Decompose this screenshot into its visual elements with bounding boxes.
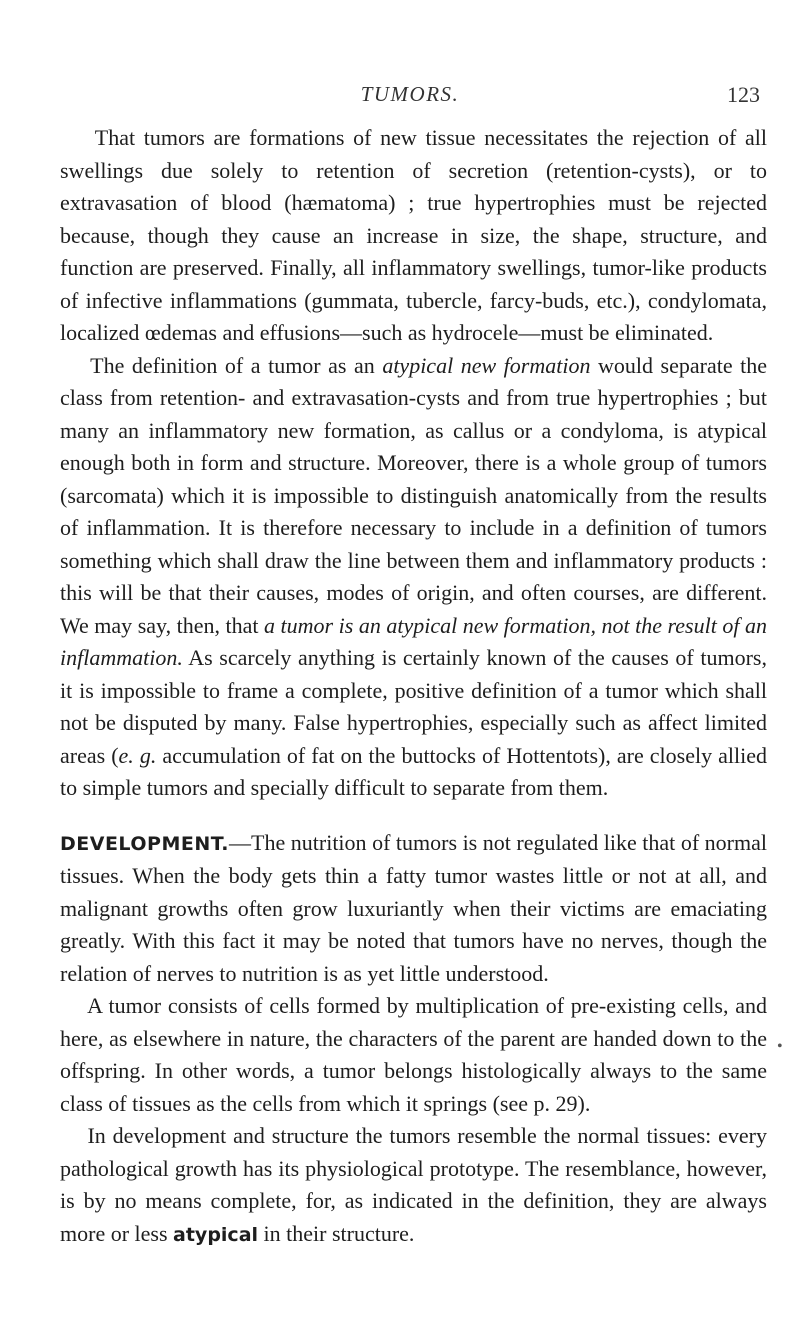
section-heading-development: DEVELOPMENT. — [60, 832, 230, 855]
section-gap — [60, 805, 767, 827]
paragraph-text: —The nutrition of tumors is not regulated like that of normal tissues. When the body gets thin a fatty tumor wastes little or not at all, and malignant growths often grow luxuriantly when their victims are emaciating greatly. With this fact it may be noted that tumors have no nerves, though the relation of nerves to nutrition is as yet little understood. — [60, 829, 767, 986]
paragraph-text: As scarcely anything is certainly known of the causes of tumors, it is impossible to frame a complete, positive definition of a tumor which shall not be disputed by many. False hypertrophies, especially such as affect limited areas ( — [60, 645, 767, 768]
emphasis-eg: e. g. — [118, 742, 157, 768]
margin-mark: • — [777, 1038, 783, 1055]
paragraph-tumor-exclusions — [60, 122, 767, 350]
paragraph-text: in their structure. — [258, 1220, 415, 1246]
running-head — [60, 82, 760, 112]
page-number: 123 — [727, 82, 760, 107]
paragraph-text: That tumors are formations of new tissue necessitates the rejection of all swellings due solely to retention of secretion (retention-cysts), or to extravasation of blood (hæmatoma) ; true hypertrophies must be rejected because, though they cause an increase in size, the shape, structure, and function are preserved. Finally, all inflammatory swellings, tumor-like products of infective inflammations (gummata, tubercle, farcy-buds, etc.), condylomata, localized œdemas and effusions—such as hydrocele—must be eliminated. — [60, 125, 767, 345]
paragraph-cells — [60, 990, 767, 1120]
paragraph-development — [60, 827, 767, 991]
body-text — [60, 122, 767, 1251]
running-title: TUMORS. — [360, 82, 460, 106]
emphasis-atypical-new-formation: atypical new formation — [382, 352, 591, 378]
paragraph-definition — [60, 350, 767, 805]
paragraph-text: A tumor consists of cells formed by multiplication of pre-existing cells, and here, as elsewhere in nature, the characters of the parent are handed down to the offspring. In other words, a tumor belongs histologically always to the same class of tissues as the cells from which it springs (see p. 29). — [60, 993, 768, 1116]
paragraph-text: accumulation of fat on the buttocks of Hottentots), are closely allied to simple tumors and specially difficult to separate from them. — [60, 742, 767, 800]
paragraph-text: would separate the class from retention- and extravasation-cysts and from true hypertrophies ; but many an inflammatory new formation, as callus or a condyloma, is atypical enough both in form and structure. Moreover, there is a whole group of tumors (sarcomata) which it is impossible to distinguish anatomically from the results of inflammation. It is therefore necessary to include in a definition of tumors something which shall draw the line between them and inflammatory products : this will be that their causes, modes of origin, and often courses, are different. We may say, then, that — [60, 352, 767, 638]
paragraph-text: In development and structure the tumors resemble the normal tissues: every pathological growth has its physiological prototype. The resemblance, however, is by no means complete, for, as indicated in the definition, they are always more or less — [60, 1123, 767, 1246]
bold-atypical: atypical — [173, 1223, 259, 1246]
paragraph-structure — [60, 1120, 767, 1251]
paragraph-text: The definition of a tumor as an — [90, 352, 383, 378]
emphasis-definition: a tumor is an atypical new formation, not the result of an inflammation. — [60, 612, 767, 670]
